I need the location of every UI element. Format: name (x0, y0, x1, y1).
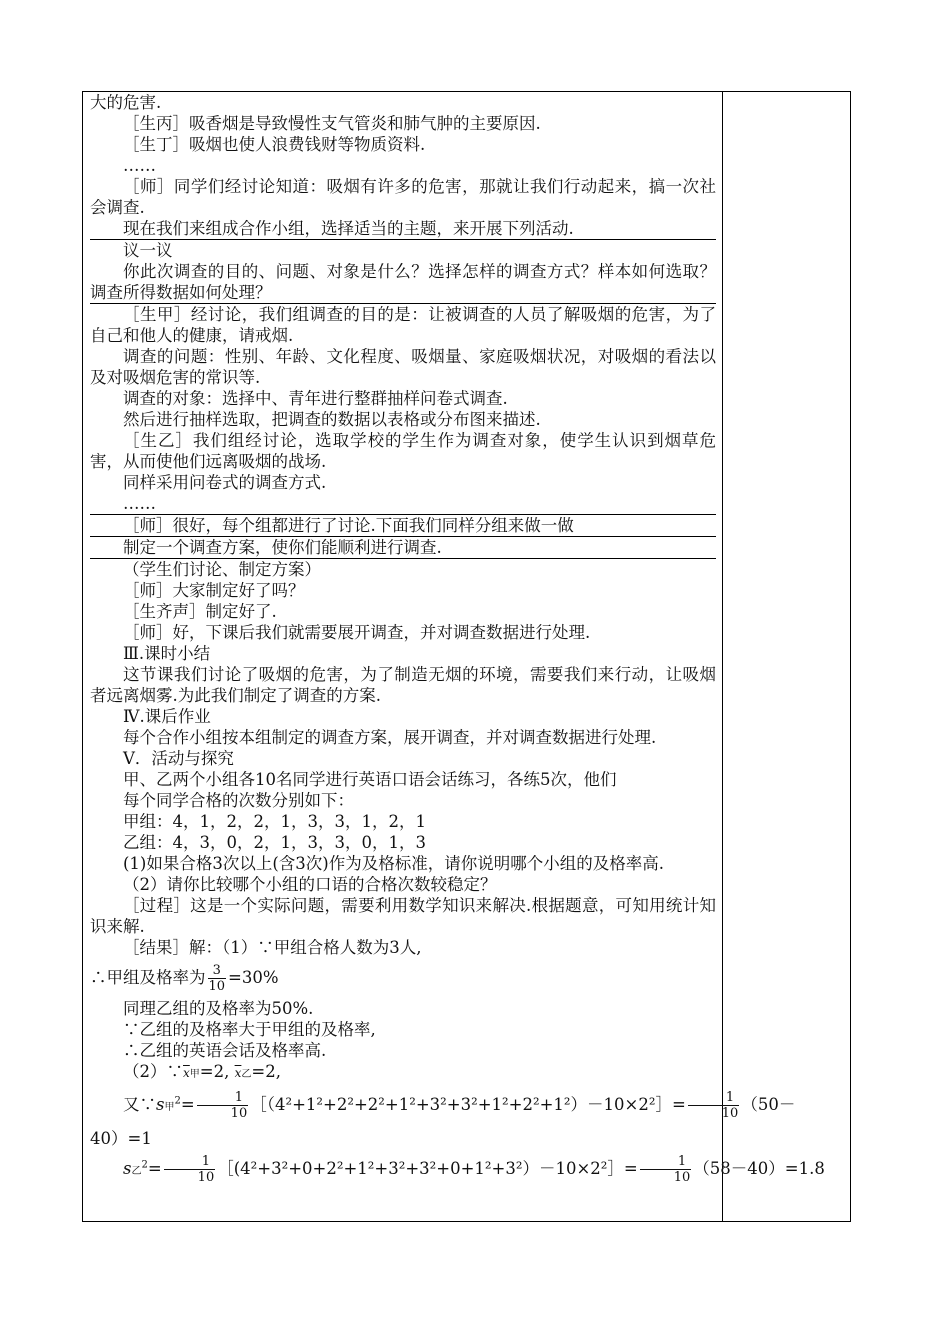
text-line: ［生齐声］制定好了. (123, 602, 277, 621)
math-text: ［(4²+3²+0+2²+1²+3²+3²+0+1²+3²）－10×2²］= (217, 1159, 638, 1178)
lesson-content-cell (90, 92, 825, 1192)
math-text: =2, (251, 1062, 281, 1081)
variance-symbol: s (123, 1159, 132, 1178)
text-paragraph: 每个合作小组按本组制定的调查方案，展开调查，并对调查数据进行处理. (123, 728, 657, 747)
fraction-numerator: 3 (208, 963, 227, 979)
section-heading: Ⅳ.课后作业 (123, 707, 211, 726)
text-paragraph: ［过程］这是一个实际问题，需要利用数学知识来解决.根据题意，可知用统计知识来解. (90, 896, 716, 936)
text-paragraph: ［师］同学们经讨论知道：吸烟有许多的危害，那就让我们行动起来，搞一次社会调查. (90, 177, 716, 217)
fraction-numerator: 1 (164, 1154, 216, 1170)
math-text: （2）∵ (123, 1062, 183, 1081)
text-line: ［师］很好，每个组都进行了讨论.下面我们同样分组来做一做 (123, 516, 574, 535)
superscript: 2 (141, 1159, 148, 1171)
fraction (688, 1090, 740, 1121)
text-line: …… (123, 156, 156, 175)
math-line-means (90, 1061, 716, 1085)
subscript: 乙 (241, 1069, 252, 1080)
mean-symbol: $\overline{x}$ (234, 1066, 242, 1080)
mean-symbol: $\overline{x}$ (183, 1066, 190, 1080)
text-paragraph: 这节课我们讨论了吸烟的危害，为了制造无烟的环境，需要我们来行动，让吸烟者远离烟雾.为此我们制定了调查的方案. (90, 665, 716, 705)
fraction-denominator: 10 (230, 1106, 248, 1121)
section-heading: Ⅴ．活动与探究 (123, 749, 234, 768)
text-line: ［生丙］吸香烟是导致慢性支气管炎和肺气肿的主要原因. (123, 114, 541, 133)
math-line-continued: 40）=1 (90, 1129, 152, 1148)
data-line-group-b: 乙组：4，3，0，2，1，3，3，0，1，3 (123, 833, 426, 852)
math-text: （58－40）=1.8 (693, 1159, 825, 1178)
text-line: ［师］好，下课后我们就需要展开调查，并对调查数据进行处理. (123, 623, 591, 642)
subscript: 乙 (131, 1166, 142, 1177)
text-paragraph: 你此次调查的目的、问题、对象是什么？选择怎样的调查方式？样本如何选取？调查所得数据如何处理？ (90, 262, 716, 302)
data-line-group-a: 甲组：4，1，2，2，1，3，3，1，2，1 (123, 812, 426, 831)
text-line: 然后进行抽样选取，把调查的数据以表格或分布图来描述. (123, 410, 541, 429)
math-text: =30% (228, 968, 279, 987)
math-line-variance-a (90, 1085, 796, 1128)
math-text: （50－ (741, 1095, 796, 1114)
question-2: （2）请你比较哪个小组的口语的合格次数较稳定？ (123, 875, 497, 894)
section-heading: Ⅲ.课时小结 (123, 644, 211, 663)
fraction-numerator: 1 (688, 1090, 740, 1106)
text-line: 大的危害. (90, 93, 162, 112)
text-paragraph: 调查的问题：性别、年龄、文化程度、吸烟量、家庭吸烟状况，对吸烟的看法以及对吸烟危害的常识等. (90, 347, 716, 387)
math-text: ∴甲组及格率为 (90, 968, 206, 987)
fraction-numerator: 1 (197, 1090, 249, 1106)
fraction (208, 963, 227, 994)
math-text: = (147, 1159, 162, 1178)
fraction (197, 1090, 249, 1121)
text-line: 甲、乙两个小组各10名同学进行英语口语会话练习，各练5次，他们 (123, 770, 617, 789)
text-line: ［师］大家制定好了吗？ (123, 581, 305, 600)
section-heading: 议一议 (123, 241, 173, 260)
lesson-table (82, 91, 851, 1222)
superscript: 2 (174, 1095, 181, 1107)
text-line: ［生丁］吸烟也使人浪费钱财等物质资料. (123, 135, 426, 154)
text-paragraph: ［生甲］经讨论，我们组调查的目的是：让被调查的人员了解吸烟的危害，为了自己和他人的健康，请戒烟. (90, 305, 716, 345)
math-line-pass-rate (90, 958, 716, 998)
text-line: 现在我们来组成合作小组，选择适当的主题，来开展下列活动. (123, 219, 574, 238)
variance-symbol: s (156, 1095, 165, 1114)
text-line: 每个同学合格的次数分别如下： (123, 791, 354, 810)
math-line-variance-b (90, 1149, 825, 1192)
math-text: 又∵ (123, 1095, 156, 1114)
text-line: ∵乙组的及格率大于甲组的及格率, (123, 1020, 376, 1039)
text-line: …… (123, 494, 156, 513)
table-column-divider (722, 92, 723, 1221)
text-line: 同样采用问卷式的调查方式. (123, 473, 327, 492)
text-line: 制定一个调查方案，使你们能顺利进行调查. (123, 538, 442, 557)
fraction-denominator: 10 (721, 1106, 739, 1121)
fraction-denominator: 10 (208, 979, 226, 994)
subscript: 甲 (189, 1069, 200, 1080)
math-text: ［（4²+1²+2²+2²+1²+3²+3²+1²+2²+1²）－10×2²］= (250, 1095, 686, 1114)
text-line: 调查的对象：选择中、青年进行整群抽样问卷式调查. (123, 389, 508, 408)
text-line: 同理乙组的及格率为50%. (123, 999, 314, 1018)
math-text: = (180, 1095, 195, 1114)
text-line: ∴乙组的英语会话及格率高. (123, 1041, 327, 1060)
fraction-denominator: 10 (197, 1170, 215, 1185)
text-line: ［结果］解：（1）∵甲组合格人数为3人, (123, 938, 422, 957)
fraction-denominator: 10 (673, 1170, 691, 1185)
text-paragraph: ［生乙］我们组经讨论，选取学校的学生作为调查对象，使学生认识到烟草危害，从而使他们远离吸烟的战场. (90, 431, 716, 471)
fraction (164, 1154, 216, 1185)
math-text: =2, (199, 1062, 230, 1081)
subscript: 甲 (164, 1102, 175, 1113)
question-1: (1)如果合格3次以上(含3次)作为及格标准，请你说明哪个小组的及格率高. (123, 854, 664, 873)
fraction-numerator: 1 (640, 1154, 692, 1170)
text-line: （学生们讨论、制定方案） (123, 560, 321, 579)
fraction (640, 1154, 692, 1185)
